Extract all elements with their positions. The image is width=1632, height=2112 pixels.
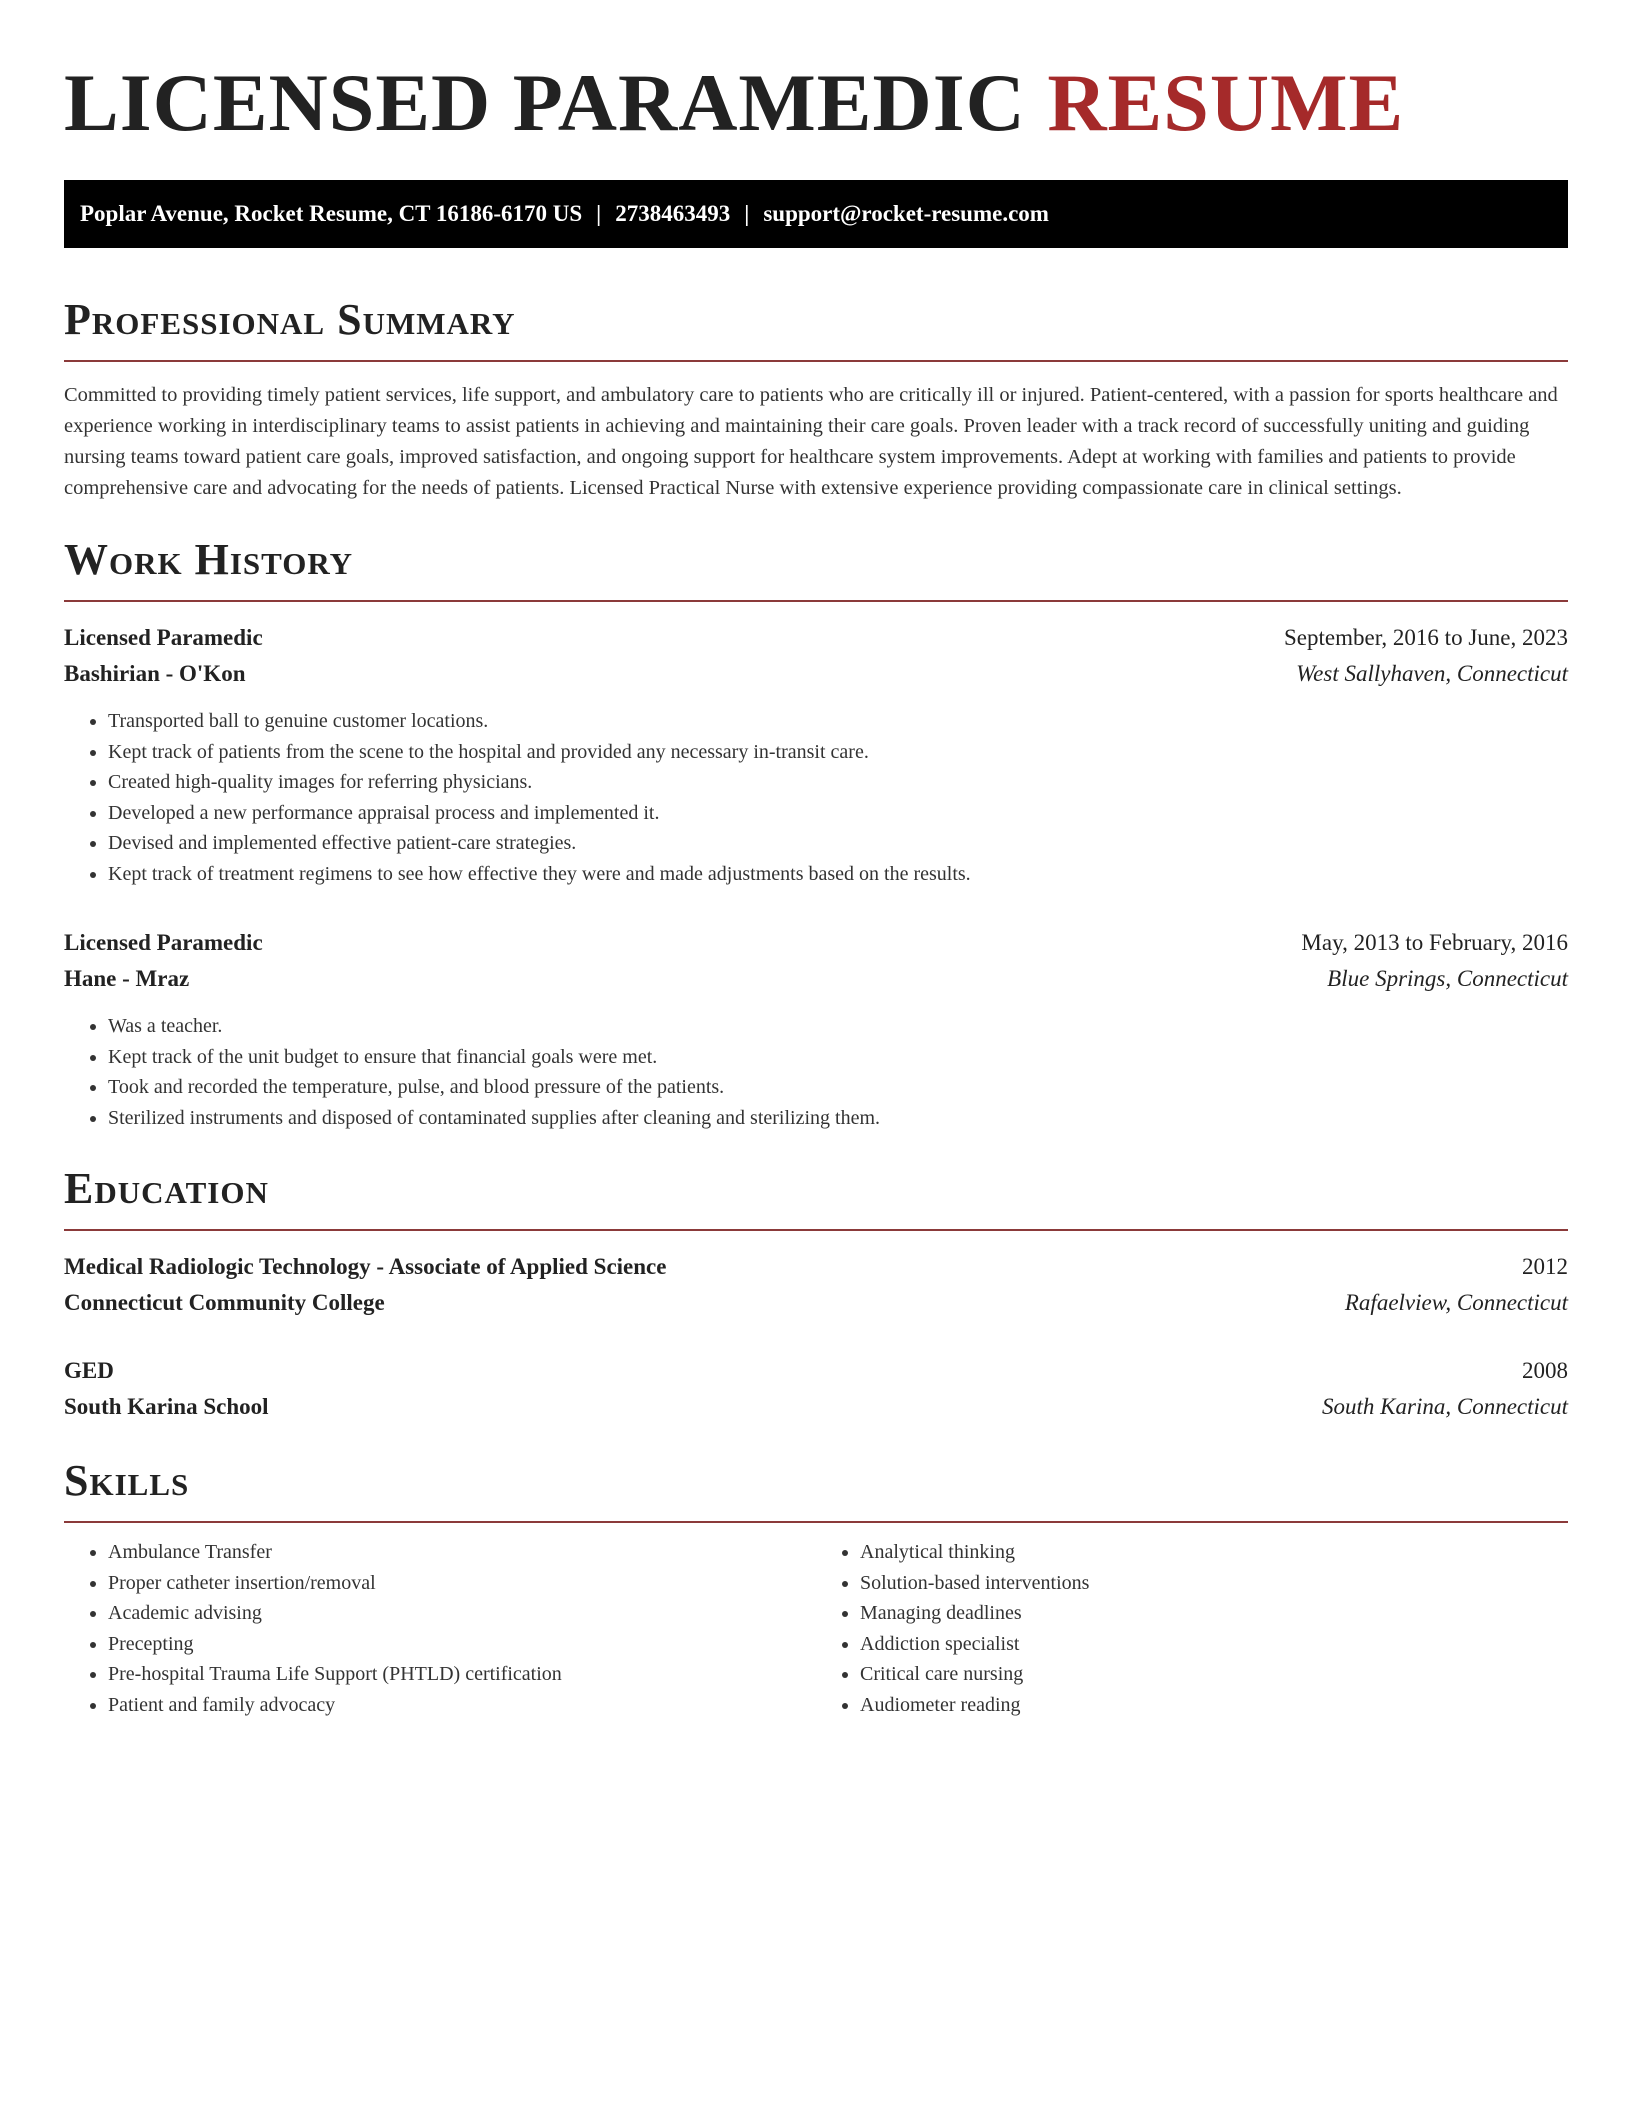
- contact-address: Poplar Avenue, Rocket Resume, CT 16186-6170 US: [80, 201, 583, 226]
- job-entry: [64, 925, 1568, 1133]
- skill-item: • Proper catheter insertion/removal: [108, 1568, 816, 1599]
- job-duties-list: [64, 1011, 1568, 1133]
- list-item: • Took and recorded the temperature, pulse, and blood pressure of the patients.: [108, 1072, 1568, 1103]
- job-location: Blue Springs, Connecticut: [1327, 966, 1568, 991]
- skill-item: • Precepting: [108, 1629, 816, 1660]
- list-item: • Created high-quality images for referring physicians.: [108, 767, 1568, 798]
- skill-item: • Pre-hospital Trauma Life Support (PHTLD) certification: [108, 1659, 816, 1690]
- section-heading-work-history: Work History: [64, 535, 354, 584]
- contact-phone: 2738463493: [615, 201, 731, 226]
- job-dates: May, 2013 to February, 2016: [1301, 930, 1568, 955]
- education-year: 2012: [1522, 1254, 1568, 1279]
- job-company: Bashirian - O'Kon: [64, 661, 246, 686]
- job-title: Licensed Paramedic: [64, 930, 263, 955]
- section-divider: [64, 1229, 1568, 1231]
- section-divider: [64, 1521, 1568, 1523]
- skills-list-left: [64, 1537, 816, 1720]
- skill-item: • Critical care nursing: [860, 1659, 1568, 1690]
- list-item: • Kept track of patients from the scene to the hospital and provided any necessary in-transit care.: [108, 737, 1568, 768]
- skills-list-right: [816, 1537, 1568, 1720]
- section-heading-summary: Professional Summary: [64, 295, 516, 344]
- title-main: LICENSED PARAMEDIC: [64, 57, 1048, 148]
- list-item: • Transported ball to genuine customer locations.: [108, 706, 1568, 737]
- job-location: West Sallyhaven, Connecticut: [1296, 661, 1568, 686]
- list-item: • Sterilized instruments and disposed of contaminated supplies after cleaning and sterilizing them.: [108, 1103, 1568, 1134]
- skill-item: • Patient and family advocacy: [108, 1690, 816, 1721]
- education-school: Connecticut Community College: [64, 1290, 385, 1315]
- contact-bar: [64, 180, 1568, 248]
- summary-text: Committed to providing timely patient services, life support, and ambulatory care to patients who are critically ill or injured. Patient-centered, with a passion for sports healthcare and experience working in interdisciplinary teams to assist patients in achieving and maintaining their care goals. Proven leader with a track record of successfully uniting and guiding nursing teams toward patient care goals, improved satisfaction, and ongoing support for healthcare system improvements. Adept at working with families and patients to provide comprehensive care and advocating for the needs of patients. Licensed Practical Nurse with extensive experience providing compassionate care in clinical settings.: [64, 384, 1558, 499]
- skill-item: • Solution-based interventions: [860, 1568, 1568, 1599]
- section-heading-skills: Skills: [64, 1456, 190, 1505]
- job-company: Hane - Mraz: [64, 966, 190, 991]
- list-item: • Devised and implemented effective patient-care strategies.: [108, 828, 1568, 859]
- title-accent: RESUME: [1047, 57, 1405, 148]
- list-item: • Was a teacher.: [108, 1011, 1568, 1042]
- education-location: South Karina, Connecticut: [1322, 1394, 1568, 1419]
- job-duties-list: [64, 706, 1568, 889]
- skill-item: • Audiometer reading: [860, 1690, 1568, 1721]
- skill-item: • Managing deadlines: [860, 1598, 1568, 1629]
- education-entry: [64, 1249, 1568, 1321]
- page-title: [64, 48, 1568, 158]
- education-school: South Karina School: [64, 1394, 269, 1419]
- list-item: • Kept track of the unit budget to ensure that financial goals were met.: [108, 1042, 1568, 1073]
- contact-email[interactable]: support@rocket-resume.com: [763, 201, 1049, 226]
- job-entry: [64, 620, 1568, 889]
- contact-separator: |: [744, 201, 750, 226]
- education-entry: [64, 1353, 1568, 1425]
- list-item: • Developed a new performance appraisal process and implemented it.: [108, 798, 1568, 829]
- education-year: 2008: [1522, 1358, 1568, 1383]
- contact-separator: |: [596, 201, 602, 226]
- education-degree: GED: [64, 1358, 114, 1383]
- job-dates: September, 2016 to June, 2023: [1284, 625, 1568, 650]
- skill-item: • Academic advising: [108, 1598, 816, 1629]
- skill-item: • Addiction specialist: [860, 1629, 1568, 1660]
- skills-columns: [64, 1537, 1568, 1720]
- skill-item: • Analytical thinking: [860, 1537, 1568, 1568]
- list-item: • Kept track of treatment regimens to see how effective they were and made adjustments based on the results.: [108, 859, 1568, 890]
- section-divider: [64, 360, 1568, 362]
- education-location: Rafaelview, Connecticut: [1344, 1290, 1568, 1315]
- education-degree: Medical Radiologic Technology - Associate of Applied Science: [64, 1254, 667, 1279]
- job-title: Licensed Paramedic: [64, 625, 263, 650]
- section-heading-education: Education: [64, 1164, 269, 1213]
- section-divider: [64, 600, 1568, 602]
- skill-item: • Ambulance Transfer: [108, 1537, 816, 1568]
